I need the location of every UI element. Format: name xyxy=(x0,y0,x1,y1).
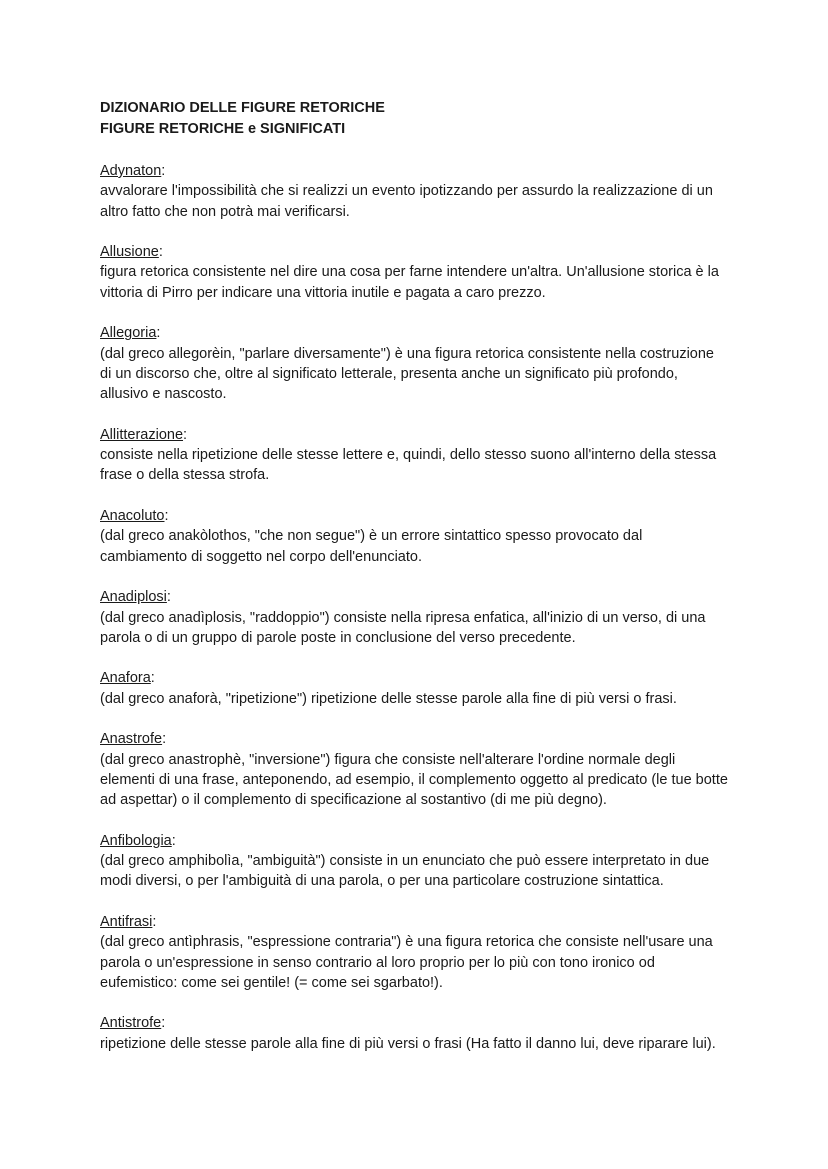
entry-definition: (dal greco anaforà, "ripetizione") ripetizione delle stesse parole alla fine di più versi o frasi. xyxy=(100,690,677,707)
glossary-entry: Allegoria: (dal greco allegorèin, "parlare diversamente") è una figura retorica consistente nella costruzione di un discorso che, oltre al significato letterale, presenta anche un significato più profondo, allusivo e nascosto. xyxy=(100,323,728,404)
entry-term: Adynaton xyxy=(100,163,162,179)
entry-definition: avvalorare l'impossibilità che si realizzi un evento ipotizzando per assurdo la realizzazione di un altro fatto che non potrà mai verificarsi. xyxy=(100,183,713,220)
entry-term: Allitterazione xyxy=(100,426,184,443)
glossary-entry: Anafora: (dal greco anaforà, "ripetizione") ripetizione delle stesse parole alla fine di più versi o frasi. xyxy=(100,668,728,709)
document-subtitle: FIGURE RETORICHE e SIGNIFICATI xyxy=(100,121,346,137)
glossary-entry: Antistrofe: ripetizione delle stesse parole alla fine di più versi o frasi (Ha fatto il danno lui, deve riparare lui). xyxy=(100,1013,728,1054)
entry-term: Allegoria xyxy=(100,325,157,342)
entry-definition: (dal greco anakòlothos, "che non segue") è un errore sintattico spesso provocato dal cambiamento di soggetto nel corpo dell'enunciato. xyxy=(100,528,643,565)
entry-definition: (dal greco amphibolìa, "ambiguità") consiste in un enunciato che può essere interpretato in due modi diversi, o per l'ambiguità di una parola, o per una particolare costruzione sintattica. xyxy=(100,853,710,890)
entry-term: Anastrofe xyxy=(100,731,163,748)
entry-term: Anafora xyxy=(100,670,151,687)
entry-definition: (dal greco anadìplosis, "raddoppio") consiste nella ripresa enfatica, all'inizio di un verso, di una parola o di un gruppo di parole poste in conclusione del verso precedente. xyxy=(100,609,706,646)
glossary-entry: Anastrofe: (dal greco anastrophè, "inversione") figura che consiste nell'alterare l'ordine normale degli elementi di una frase, anteponendo, ad esempio, il complemento oggetto al predicato (le tue botte ad aspettar) o il complemento di specificazione al sostantivo (di me più degno). xyxy=(100,729,728,810)
glossary-list xyxy=(100,161,728,1054)
entry-term: Anfibologia xyxy=(100,832,172,849)
glossary-entry: Anacoluto: (dal greco anakòlothos, "che non segue") è un errore sintattico spesso provocato dal cambiamento di soggetto nel corpo dell'enunciato. xyxy=(100,506,728,567)
entry-term: Antistrofe xyxy=(100,1015,162,1032)
glossary-entry: Anfibologia: (dal greco amphibolìa, "ambiguità") consiste in un enunciato che può essere interpretato in due modi diversi, o per l'ambiguità di una parola, o per una particolare costruzione sintattica. xyxy=(100,831,728,892)
entry-term: Anacoluto xyxy=(100,508,165,525)
glossary-entry: Allusione: figura retorica consistente nel dire una cosa per farne intendere un'altra. Un'allusione storica è la vittoria di Pirro per indicare una vittoria inutile e pagata a caro prezzo. xyxy=(100,242,728,303)
document-page xyxy=(100,98,728,1074)
entry-term: Anadiplosi xyxy=(100,589,167,606)
entry-term: Antifrasi xyxy=(100,913,153,930)
glossary-entry: Antifrasi: (dal greco antìphrasis, "espressione contraria") è una figura retorica che consiste nell'usare una parola o un'espressione in senso contrario al loro proprio per lo più con tono ironico od eufemistico: come sei gentile! (= come sei sgarbato!). xyxy=(100,912,728,993)
entry-definition: (dal greco allegorèin, "parlare diversamente") è una figura retorica consistente nella costruzione di un discorso che, oltre al significato letterale, presenta anche un significato più profondo, allusivo e nascosto. xyxy=(100,345,714,403)
entry-definition: ripetizione delle stesse parole alla fine di più versi o frasi (Ha fatto il danno lui, deve riparare lui). xyxy=(100,1035,716,1052)
glossary-entry: Anadiplosi: (dal greco anadìplosis, "raddoppio") consiste nella ripresa enfatica, all'inizio di un verso, di una parola o di un gruppo di parole poste in conclusione del verso precedente. xyxy=(100,587,728,648)
entry-definition: figura retorica consistente nel dire una cosa per farne intendere un'altra. Un'allusione storica è la vittoria di Pirro per indicare una vittoria inutile e pagata a caro prezzo. xyxy=(100,264,719,301)
document-title: DIZIONARIO DELLE FIGURE RETORICHE xyxy=(100,100,385,116)
entry-term: Allusione xyxy=(100,244,159,261)
entry-definition: (dal greco antìphrasis, "espressione contraria") è una figura retorica che consiste nell'usare una parola o un'espressione in senso contrario al loro proprio per lo più con tono ironico od eufemistico: come sei gentile! (= come sei sgarbato!). xyxy=(100,934,713,991)
glossary-entry: Allitterazione: consiste nella ripetizione delle stesse lettere e, quindi, dello stesso suono all'interno della stessa frase o della stessa strofa. xyxy=(100,425,728,486)
entry-definition: consiste nella ripetizione delle stesse lettere e, quindi, dello stesso suono all'interno della stessa frase o della stessa strofa. xyxy=(100,447,717,484)
entry-definition: (dal greco anastrophè, "inversione") figura che consiste nell'alterare l'ordine normale degli elementi di una frase, anteponendo, ad esempio, il complemento oggetto al predicato (le tue botte ad aspettar) o il complemento di specificazione al sostantivo (di me più degno). xyxy=(100,751,728,809)
glossary-entry: Adynaton: avvalorare l'impossibilità che si realizzi un evento ipotizzando per assurdo la realizzazione di un altro fatto che non potrà mai verificarsi. xyxy=(100,161,728,222)
